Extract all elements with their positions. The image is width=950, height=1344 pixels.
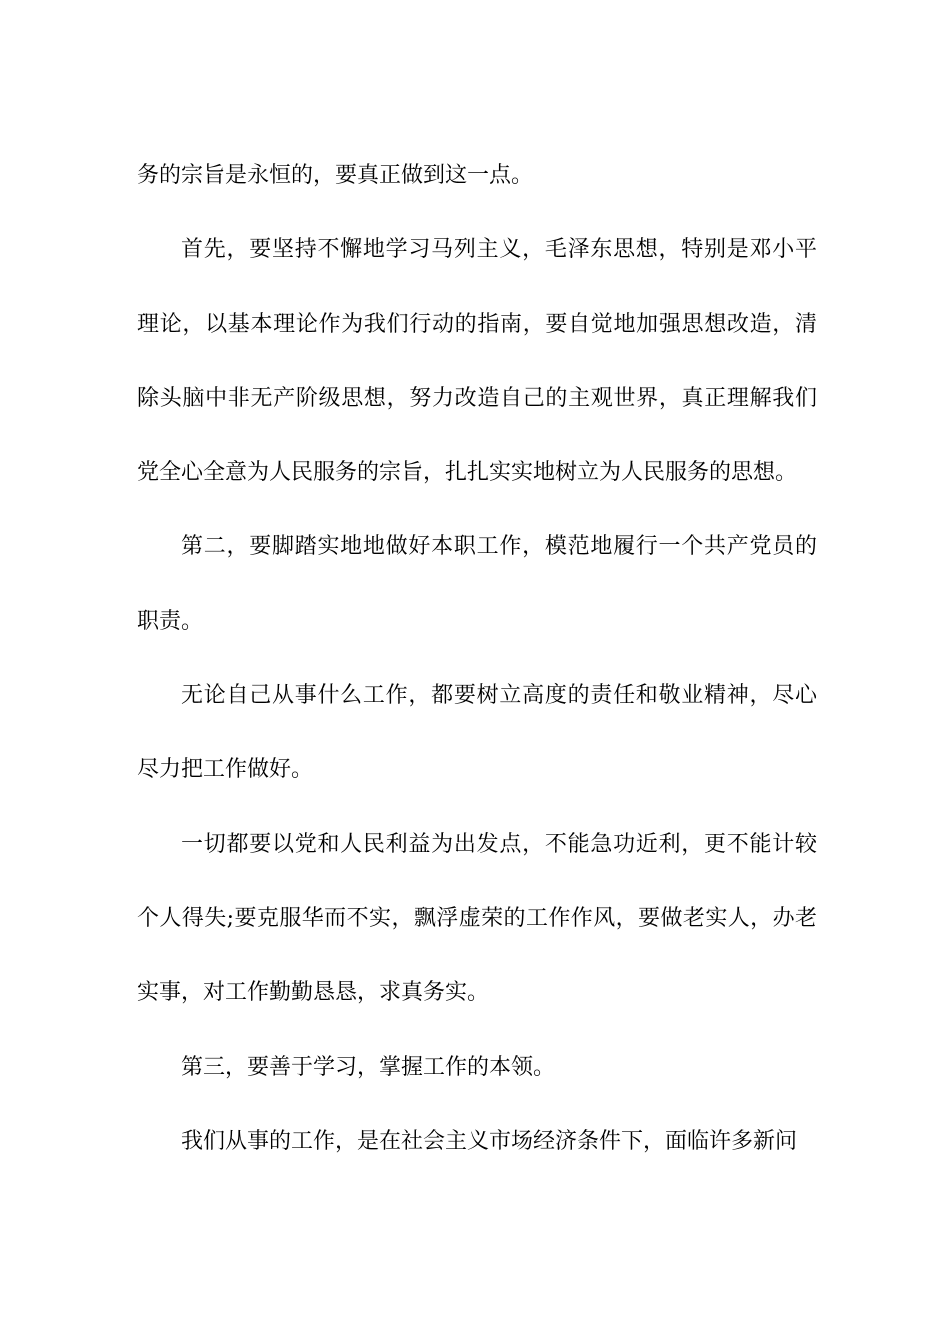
paragraph-3: 第二，要脚踏实地地做好本职工作，模范地履行一个共产党员的职责。 bbox=[137, 534, 817, 634]
paragraph-1: 务的宗旨是永恒的，要真正做到这一点。 bbox=[137, 163, 534, 188]
paragraph-4: 无论自己从事什么工作，都要树立高度的责任和敬业精神，尽心尽力把工作做好。 bbox=[137, 683, 817, 783]
document-body bbox=[137, 139, 817, 1179]
paragraph-6: 第三，要善于学习，掌握工作的本领。 bbox=[181, 1054, 556, 1080]
paragraph-5: 一切都要以党和人民利益为出发点，不能急功近利，更不能计较个人得失;要克服华而不实，飘浮虚荣的工作作风，要做老实人，办老实事，对工作勤勤恳恳，求真务实。 bbox=[137, 831, 817, 1006]
paragraph-2: 首先，要坚持不懈地学习马列主义，毛泽东思想，特别是邓小平理论，以基本理论作为我们行动的指南，要自觉地加强思想改造，清除头脑中非无产阶级思想，努力改造自己的主观世界，真正理解我们党全心全意为人民服务的宗旨，扎扎实实地树立为人民服务的思想。 bbox=[137, 237, 817, 486]
paragraph-7: 我们从事的工作，是在社会主义市场经济条件下，面临许多新问 bbox=[181, 1128, 798, 1154]
